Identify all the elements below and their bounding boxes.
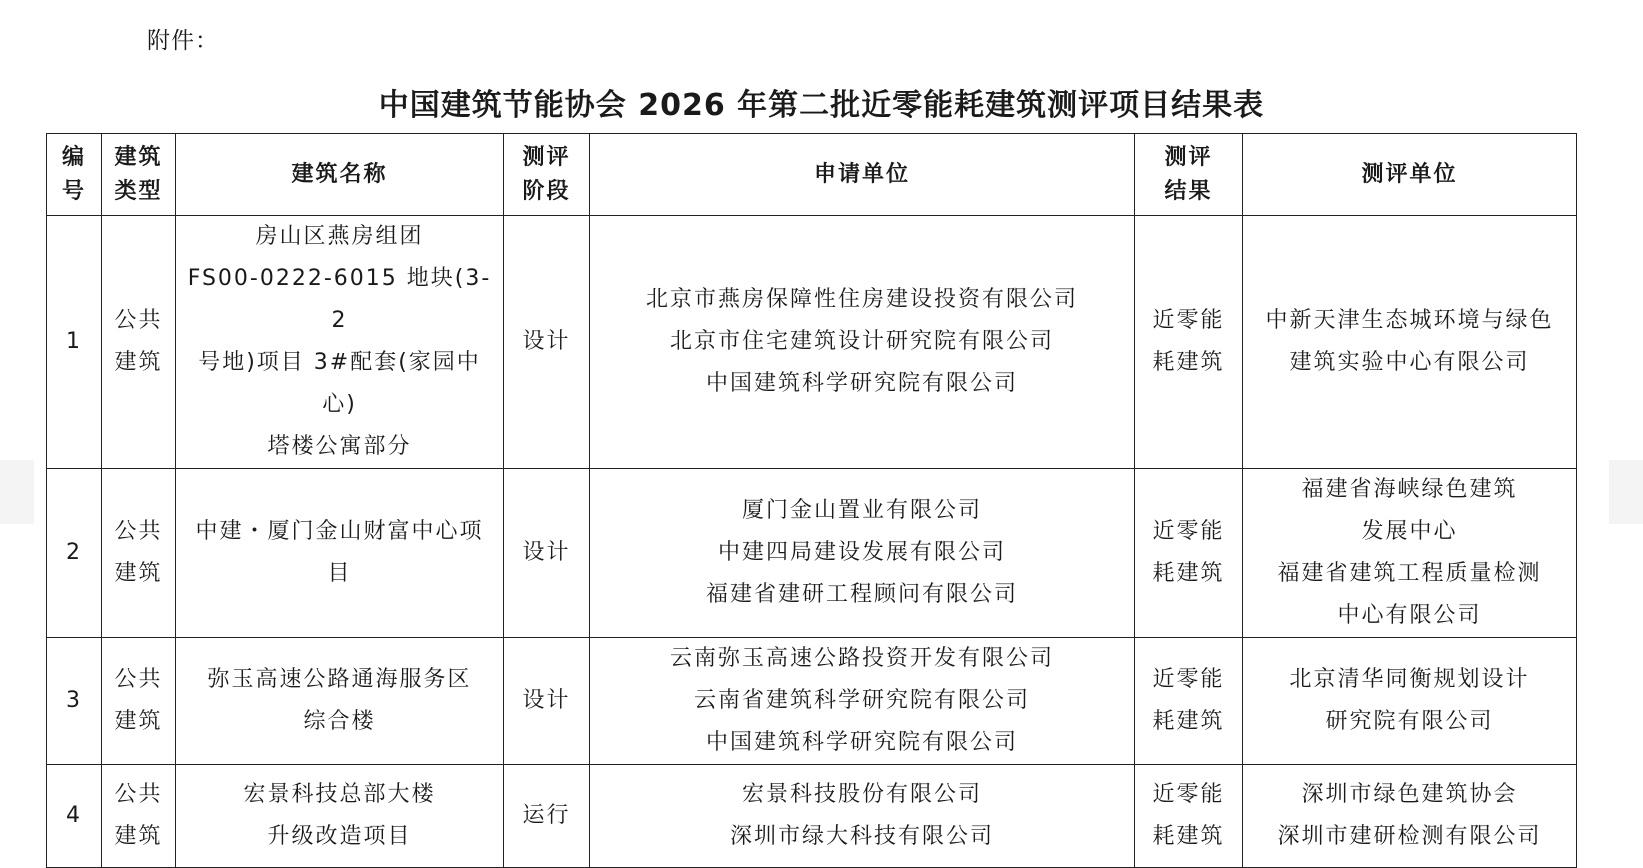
table-row [47,638,1577,765]
header-stage: 测评 阶段 [504,134,590,216]
results-table [46,133,1577,868]
attachment-label: 附件： [147,28,219,54]
cell-stage: 运行 [504,765,590,868]
header-building-type: 建筑 类型 [102,134,176,216]
header-no: 编 号 [47,134,102,216]
header-applicant: 申请单位 [590,134,1135,216]
cell-stage: 设计 [504,216,590,469]
cell-applicants: 云南弥玉高速公路投资开发有限公司 云南省建筑科学研究院有限公司 中国建筑科学研究院有限公司 [590,638,1135,765]
cell-evaluators: 北京清华同衡规划设计 研究院有限公司 [1243,638,1577,765]
cell-result: 近零能 耗建筑 [1135,469,1243,638]
cell-evaluators: 中新天津生态城环境与绿色 建筑实验中心有限公司 [1243,216,1577,469]
page-edge-shade-left [0,460,34,524]
document-title: 中国建筑节能协会 2026 年第二批近零能耗建筑测评项目结果表 [378,88,1265,123]
cell-building-type: 公共 建筑 [102,469,176,638]
cell-building-type: 公共 建筑 [102,638,176,765]
table-row [47,469,1577,638]
cell-building-name: 弥玉高速公路通海服务区 综合楼 [176,638,504,765]
cell-building-type: 公共 建筑 [102,216,176,469]
cell-applicants: 宏景科技股份有限公司 深圳市绿大科技有限公司 [590,765,1135,868]
cell-evaluators: 深圳市绿色建筑协会 深圳市建研检测有限公司 [1243,765,1577,868]
cell-building-type: 公共 建筑 [102,765,176,868]
cell-stage: 设计 [504,469,590,638]
cell-building-name: 宏景科技总部大楼 升级改造项目 [176,765,504,868]
table-row [47,216,1577,469]
cell-building-name: 房山区燕房组团 FS00-0222-6015 地块(3-2 号地)项目 3#配套(家园中心) 塔楼公寓部分 [176,216,504,469]
cell-evaluators: 福建省海峡绿色建筑 发展中心 福建省建筑工程质量检测 中心有限公司 [1243,469,1577,638]
page-edge-shade-right [1609,460,1643,524]
table-row [47,765,1577,868]
header-row [47,134,1577,216]
cell-stage: 设计 [504,638,590,765]
cell-result: 近零能 耗建筑 [1135,216,1243,469]
header-building-name: 建筑名称 [176,134,504,216]
cell-result: 近零能 耗建筑 [1135,765,1243,868]
cell-applicants: 北京市燕房保障性住房建设投资有限公司 北京市住宅建筑设计研究院有限公司 中国建筑科学研究院有限公司 [590,216,1135,469]
header-result: 测评 结果 [1135,134,1243,216]
cell-building-name: 中建・厦门金山财富中心项 目 [176,469,504,638]
cell-result: 近零能 耗建筑 [1135,638,1243,765]
cell-applicants: 厦门金山置业有限公司 中建四局建设发展有限公司 福建省建研工程顾问有限公司 [590,469,1135,638]
cell-no: 4 [47,765,102,868]
cell-no: 1 [47,216,102,469]
cell-no: 2 [47,469,102,638]
cell-no: 3 [47,638,102,765]
header-evaluator: 测评单位 [1243,134,1577,216]
